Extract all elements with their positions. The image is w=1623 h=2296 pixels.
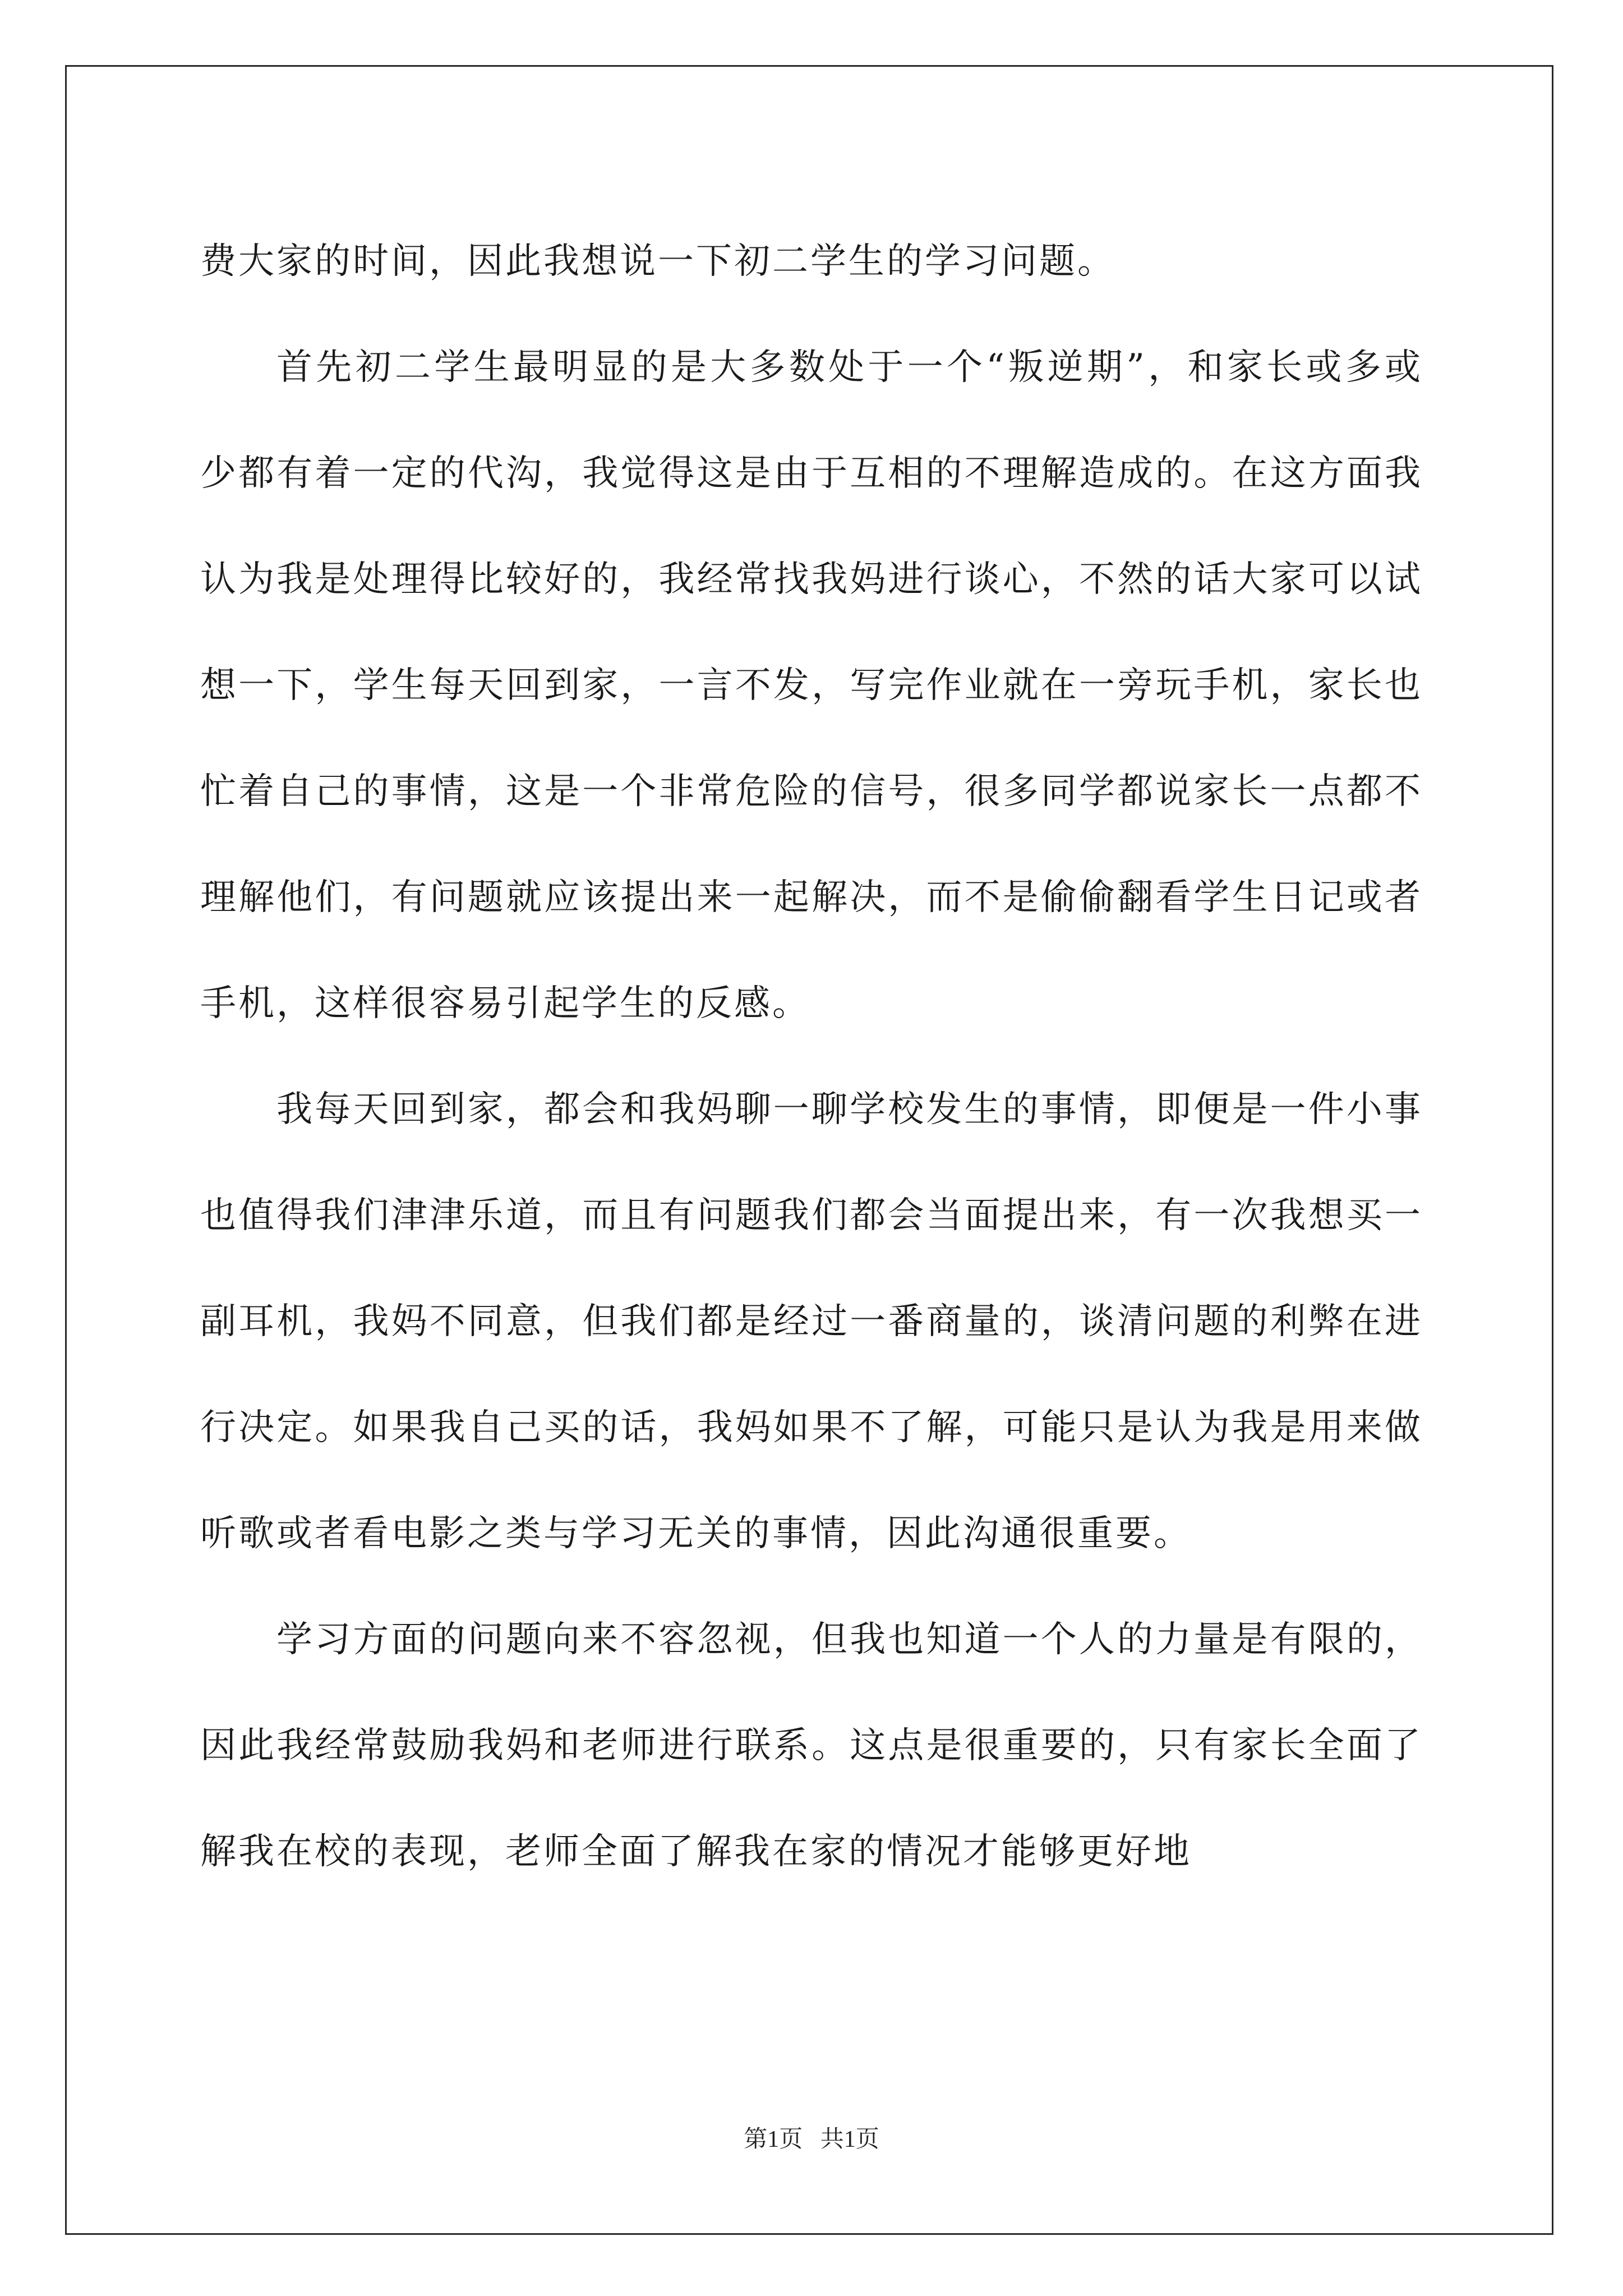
page-footer: 第1页 共1页 <box>744 2127 879 2152</box>
paragraph-1: 费大家的时间，因此我想说一下初二学生的学习问题。 <box>200 241 1115 282</box>
paragraph-4: 学习方面的问题向来不容忽视，但我也知道一个人的力量是有限的，因此我经常鼓励我妈和老师进行联系。这点是很重要的，只有家长全面了解我在校的表现，老师全面了解我在家的情况才能够更好地 <box>200 1619 1423 1872</box>
paragraph-3: 我每天回到家，都会和我妈聊一聊学校发生的事情，即便是一件小事也值得我们津津乐道，而且有问题我们都会当面提出来，有一次我想买一副耳机，我妈不同意，但我们都是经过一番商量的，谈清问题的利弊在进行决定。如果我自己买的话，我妈如果不了解，可能只是认为我是用来做听歌或者看电影之类与学习无关的事情，因此沟通很重要。 <box>200 1089 1423 1554</box>
paragraph-2: 首先初二学生最明显的是大多数处于一个“叛逆期”，和家长或多或少都有着一定的代沟，我觉得这是由于互相的不理解造成的。在这方面我认为我是处理得比较好的，我经常找我妈进行谈心，不然的话大家可以试想一下，学生每天回到家，一言不发，写完作业就在一旁玩手机，家长也忙着自己的事情，这是一个非常危险的信号，很多同学都说家长一点都不理解他们，有问题就应该提出来一起解决，而不是偷偷翻看学生日记或者手机，这样很容易引起学生的反感。 <box>200 347 1423 1024</box>
document-body <box>200 209 1423 1905</box>
